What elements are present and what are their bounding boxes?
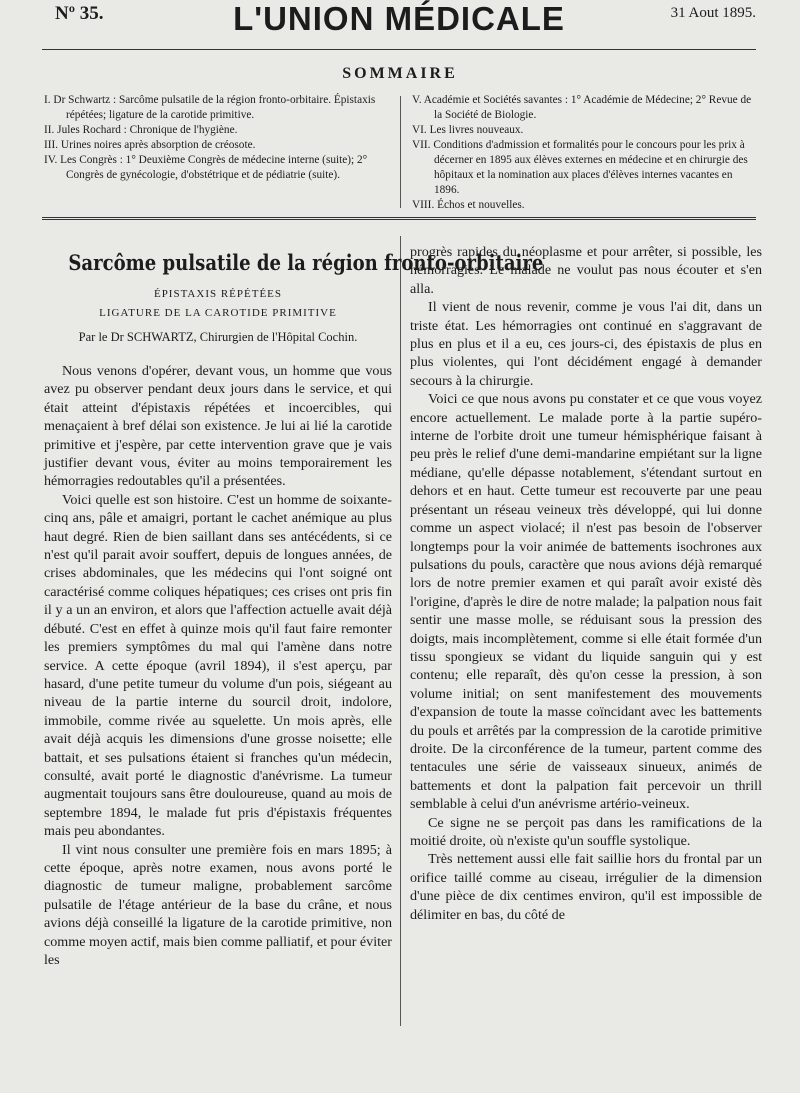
paragraph: Très nettement aussi elle fait saillie hors du frontal par un orifice taillé comme au ciseau, irrégulier de la dimension d'une pièce de dix centimes environ, qu'il est impossible de délimiter en bas, du côté de bbox=[410, 851, 762, 923]
sommaire-item: VII. Conditions d'admission et formalités pour le concours pour les prix à décerner en 1895 aux élèves externes en médecine et en chirurgie des hôpitaux et la nomination aux places d'élèves internes vacantes en 1896. bbox=[412, 139, 748, 196]
paragraph: Il vint nous consulter une première fois en mars 1895; à cette époque, après notre examen, nous avons porté le diagnostic de tumeur maligne, probablement sarcôme pulsatile de l'étage antérieur de la base du crâne, et nous avions déjà conseillé la ligature de la carotide primitive, non comme moyen actif, mais bien comme palliatif, et pour éviter les bbox=[44, 841, 392, 968]
sommaire-item: I. Dr Schwartz : Sarcôme pulsatile de la région fronto-orbitaire. Épistaxis répétées; ligature de la carotide primitive. bbox=[44, 94, 376, 121]
sommaire-item: VIII. Échos et nouvelles. bbox=[412, 199, 525, 211]
article-column-left bbox=[44, 362, 392, 969]
sommaire-item: IV. Les Congrès : 1° Deuxième Congrès de médecine interne (suite); 2° Congrès de gynécologie, d'obstétrique et de pédiatrie (suite). bbox=[44, 154, 368, 181]
sommaire-divider bbox=[400, 96, 401, 208]
sommaire-title: SOMMAIRE bbox=[342, 65, 458, 82]
paragraph: progrès rapides du néoplasme et pour arrêter, si possible, les hémorragies. Le malade ne voulut pas nous écouter et s'en alla. bbox=[410, 244, 762, 297]
sommaire-item: II. Jules Rochard : Chronique de l'hygiène. bbox=[44, 124, 238, 136]
sommaire-item: VI. Les livres nouveaux. bbox=[412, 124, 524, 136]
sommaire-item: V. Académie et Sociétés savantes : 1° Académie de Médecine; 2° Revue de la Société de Biologie. bbox=[412, 94, 752, 121]
journal-title: L'UNION MÉDICALE bbox=[233, 0, 565, 37]
sommaire-item: III. Urines noires après absorption de créosote. bbox=[44, 139, 256, 151]
masthead-rule bbox=[42, 49, 756, 50]
article-byline: Par le Dr SCHWARTZ, Chirurgien de l'Hôpital Cochin. bbox=[78, 330, 358, 344]
article-title: Sarcôme pulsatile de la région fronto-orbitaire bbox=[68, 250, 544, 275]
article-column-right bbox=[410, 243, 762, 924]
column-divider bbox=[400, 236, 401, 1026]
paragraph: Voici quelle est son histoire. C'est un homme de soixante-cinq ans, pâle et amaigri, portant le cachet anémique au plus haut degré. Rien de bien saillant dans ses antécédents, si ce n'est qu'il parait avoir souffert, depuis de longues années, de crises abdominales, que les médecins qui l'ont soigné ont caractérisé comme coliques hépatiques; ces crises ont pris fin il y a un an environ, et alors que l'affection actuelle avait déjà débuté. C'est en effet à quinze mois qu'il faut faire remonter les premiers symptômes du mal qui l'amène dans notre service. A cette époque (avril 1894), il s'est aperçu, par hasard, d'une petite tumeur du volume d'un pois, siégeant au niveau de la partie interne du sourcil droit, indolore, immobile, comme rivée au squelette. Un mois après, elle avait déjà acquis les dimensions d'une grosse noisette; elle battait, et ses pulsations étaient si franches qu'un médecin, consulté, avait porté le diagnostic d'anévrisme. La tumeur augmentait toujours sans être douloureuse, quand au mois de septembre 1894, le malade fut pris d'épistaxis fréquentes mais peu abondantes. bbox=[44, 491, 392, 840]
paragraph: Ce signe ne se perçoit pas dans les ramifications de la moitié droite, où n'existe qu'un souffle systolique. bbox=[410, 814, 762, 849]
issue-date: 31 Aout 1895. bbox=[670, 5, 756, 21]
paragraph: Nous venons d'opérer, devant vous, un homme que vous avez pu observer pendant deux jours dans le service, et qui était atteint d'épistaxis répétées et incoercibles, qui menaçaient à bref délai son existence. Je lui ai lié la carotide primitive et j'espère, par cette intervention grave que je vais justifier devant vous, éviter au moins temporairement les hémorragies redoutables qu'il a présentées. bbox=[44, 363, 392, 490]
sommaire-left-list bbox=[44, 93, 392, 183]
article-subtitle: LIGATURE DE LA CAROTIDE PRIMITIVE bbox=[99, 307, 337, 319]
masthead bbox=[42, 0, 756, 46]
sommaire-right-list bbox=[412, 93, 760, 213]
paragraph: Voici ce que nous avons pu constater et ce que vous voyez encore actuellement. Le malade porte à la partie supéro-interne de l'orbite droit une tumeur hémisphérique faisant à peu près le relief d'une demi-mandarine empiétant sur la ligne médiane, qu'elle dépasse notablement, s'étendant surtout en dehors et en haut. Cette tumeur est recouverte par une peau présentant un réseau veineux très développé, qui lui donne comme un aspect violacé; il n'est pas besoin de l'observer longtemps pour la voir animée de battements isochrones aux pulsations du pouls, caractère que nous avions déjà remarqué lors de notre premier examen et qui paraît avoir existé dès l'origine, d'après le dire de notre malade; la palpation nous fait sentir une masse molle, se réduisant sous la pression des doigts, mais incomplètement, comme si elle était formée d'un tissu spongieux se vidant du liquide sanguin qui y est contenu; elle reparaît, dès qu'on cesse la pression, à son volume initial; on sent manifestement des mouvements d'expansion de toute la masse coïncidant avec les battements du pouls et arrêtés par la compression de la carotide primitive droite. De la circonférence de la tumeur, partent comme des tentacules une série de vaisseaux sinueux, animés de battements et dont la palpation fait percevoir un thrill semblable à celui d'un anévrisme artério-veineux. bbox=[410, 391, 762, 813]
paragraph: Il vient de nous revenir, comme je vous l'ai dit, dans un triste état. Les hémorragies ont continué en s'aggravant de plus en plus et il a eu, ces jours-ci, des épistaxis de plus en plus violentes, qui l'ont décidément engagé à demander secours à la chirurgie. bbox=[410, 299, 762, 389]
sommaire-bottom-rule bbox=[42, 217, 756, 220]
issue-number: Nº 35. bbox=[55, 3, 104, 24]
article-subtitle: ÉPISTAXIS RÉPÉTÉES bbox=[153, 288, 283, 300]
